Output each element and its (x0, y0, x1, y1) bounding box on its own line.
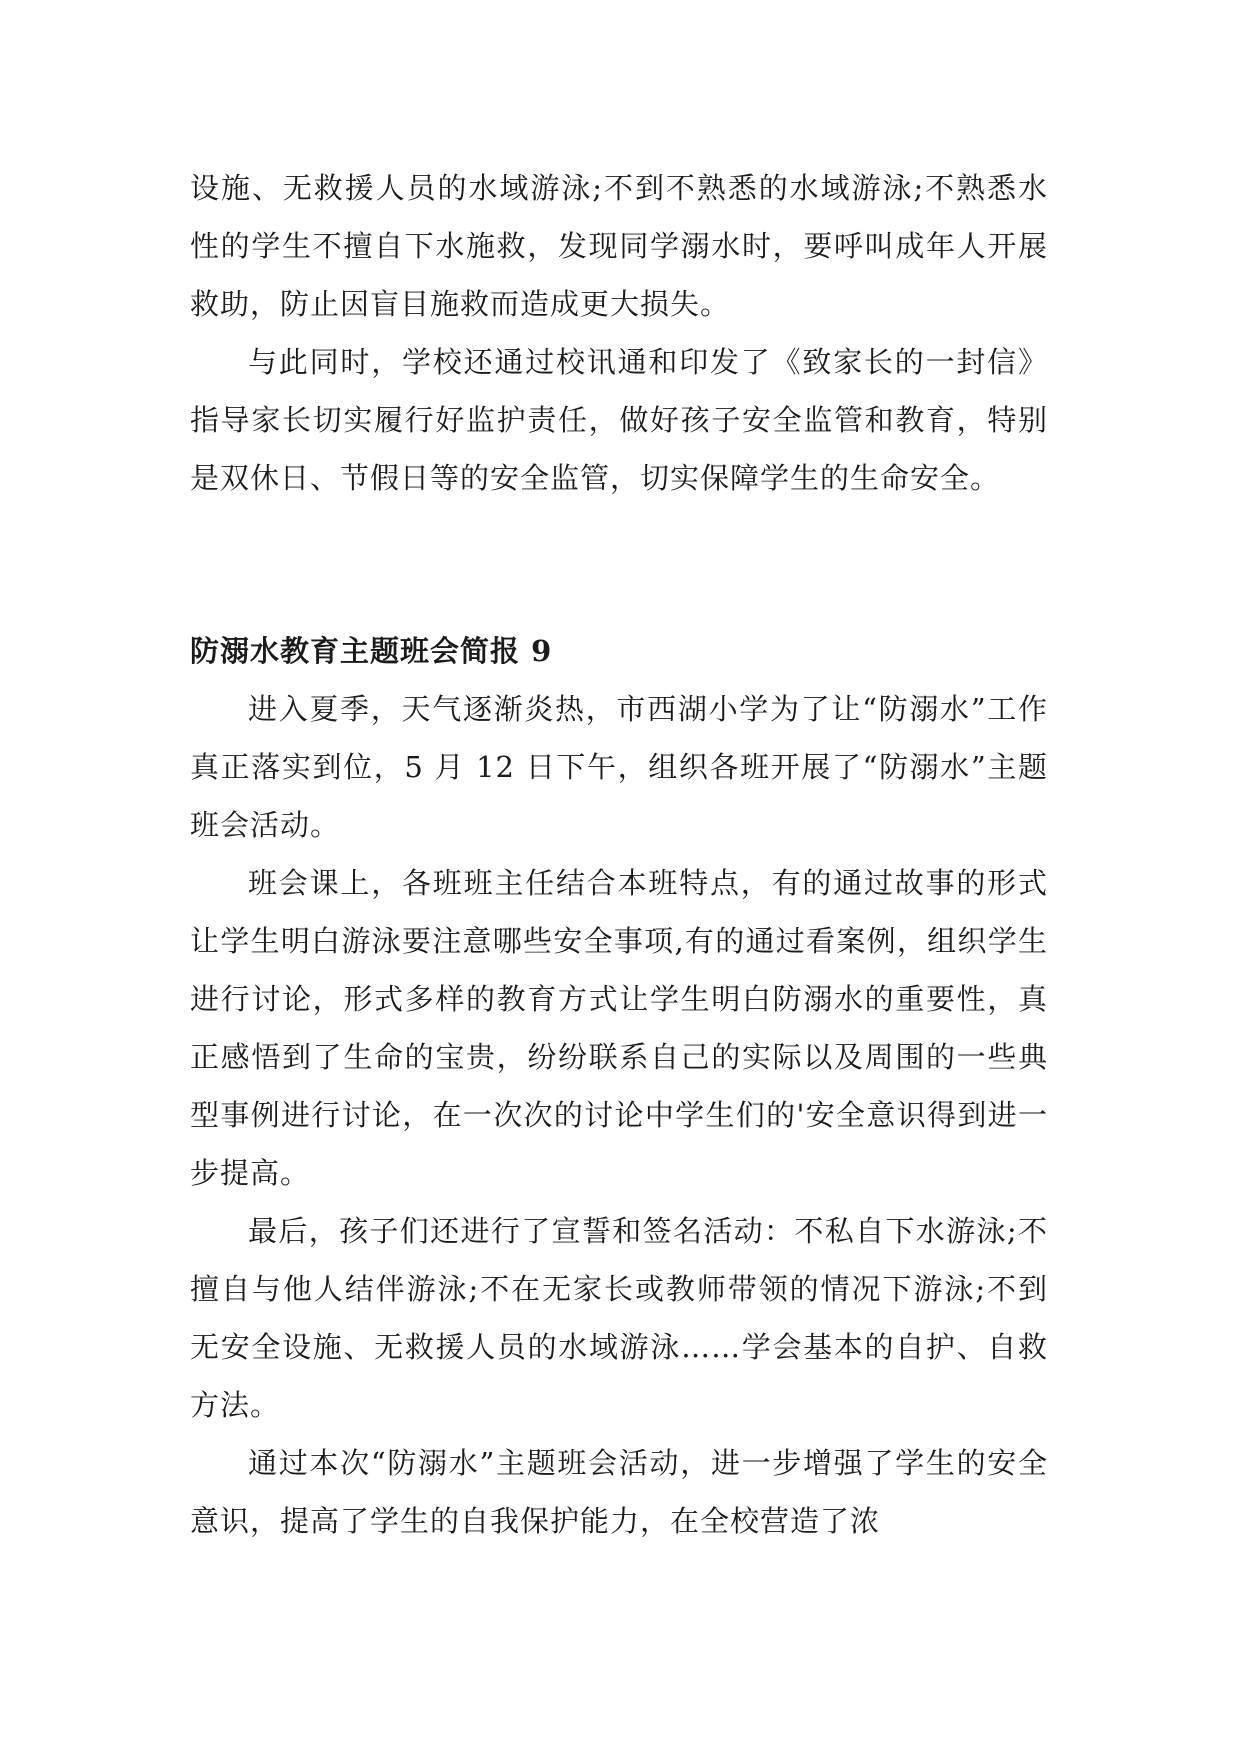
body-paragraph: 通过本次“防溺水”主题班会活动，进一步增强了学生的安全意识，提高了学生的自我保护能力，在全校营造了浓 (190, 1446, 1048, 1538)
body-paragraph: 进入夏季，天气逐渐炎热，市西湖小学为了让“防溺水”工作真正落实到位，5 月 12 日下午，组织各班开展了“防溺水”主题班会活动。 (190, 692, 1048, 842)
previous-section-text (190, 159, 1048, 507)
letter-paragraph: 与此同时，学校还通过校讯通和印发了《致家长的一封信》指导家长切实履行好监护责任，做好孩子安全监管和教育，特别是双休日、节假日等的安全监管，切实保障学生的生命安全。 (190, 345, 1048, 495)
body-paragraph: 最后，孩子们还进行了宣誓和签名活动：不私自下水游泳;不擅自与他人结伴游泳;不在无家长或教师带领的情况下游泳;不到无安全设施、无救援人员的水域游泳……学会基本的自护、自救方法。 (190, 1214, 1048, 1422)
section-title: 防溺水教育主题班会简报 9 (190, 634, 553, 668)
section-briefing-9 (190, 622, 1048, 1550)
body-paragraph: 班会课上，各班班主任结合本班特点，有的通过故事的形式让学生明白游泳要注意哪些安全事项,有的通过看案例，组织学生进行讨论，形式多样的教育方式让学生明白防溺水的重要性，真正感悟到了生命的宝贵，纷纷联系自己的实际以及周围的一些典型事例进行讨论，在一次次的讨论中学生们的'安全意识得到进一步提高。 (190, 866, 1048, 1190)
continuation-paragraph: 设施、无救援人员的水域游泳;不到不熟悉的水域游泳;不熟悉水性的学生不擅自下水施救，发现同学溺水时，要呼叫成年人开展救助，防止因盲目施救而造成更大损失。 (190, 171, 1048, 321)
